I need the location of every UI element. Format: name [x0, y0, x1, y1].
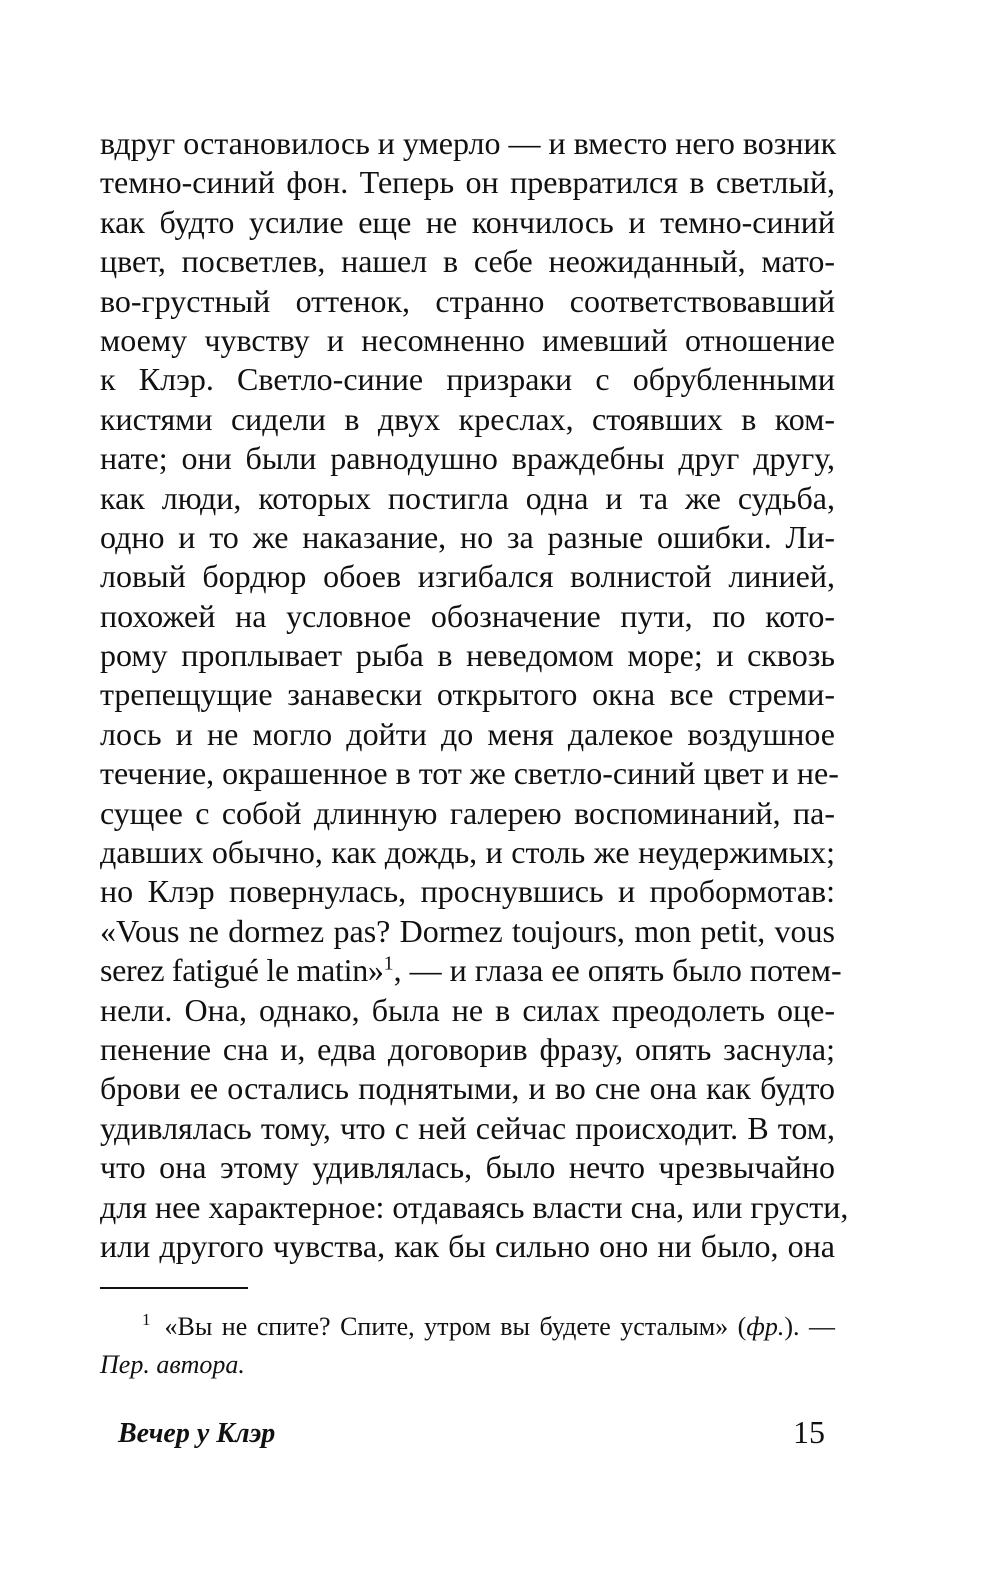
body-text	[100, 124, 849, 1266]
footnote-credit: Пер. автора.	[100, 1350, 245, 1379]
text-line: трепещущие занавески открытого окна все стреми-	[100, 676, 835, 713]
text-line: ловый бордюр обоев изгибался волнистой линией,	[100, 558, 835, 595]
text-line: для нее характерное: отдаваясь власти сна, или грусти,	[100, 1188, 849, 1225]
text-line: но Клэр повернулась, проснувшись и пробормотав:	[100, 873, 835, 910]
text-line: или другого чувства, как бы сильно оно ни было, она	[100, 1227, 835, 1264]
footnote-text: «Вы не спите? Спите, утром вы будете усталым» (	[164, 1312, 747, 1341]
text-line: темно-синий фон. Теперь он превратился в светлый,	[100, 164, 835, 201]
text-line: брови ее остались поднятыми, и во сне она как будто	[100, 1070, 835, 1107]
footnote-language: фр.	[746, 1312, 785, 1341]
text-line: удивлялась тому, что с ней сейчас происходит. В том,	[100, 1109, 835, 1146]
text-line: пенение сна и, едва договорив фразу, опять заснула;	[100, 1030, 835, 1067]
text-line: кистями сидели в двух креслах, стоявших в ком-	[100, 400, 835, 437]
text-line: «Vous ne dormez pas? Dormez toujours, mon petit, vous	[100, 912, 835, 949]
text-line: цвет, посветлев, нашел в себе неожиданный, мато-	[100, 243, 835, 280]
text-line: нели. Она, однако, была не в силах преодолеть оце-	[100, 991, 835, 1028]
footnote-separator	[100, 1287, 248, 1289]
text-line: давших обычно, как дождь, и столь же неудержимых;	[100, 834, 835, 871]
running-footer-title: Вечер у Клэр	[118, 1418, 276, 1449]
page-number: 15	[793, 1414, 825, 1450]
text-line: к Клэр. Светло-синие призраки с обрубленными	[100, 361, 835, 398]
text-line: рому проплывает рыба в неведомом море; и сквозь	[100, 637, 835, 674]
text-line: похожей на условное обозначение пути, по кото-	[100, 597, 835, 634]
text-line: что она этому удивлялась, было нечто чрезвычайно	[100, 1149, 835, 1186]
text-line: лось и не могло дойти до меня далекое воздушное	[100, 715, 835, 752]
text-line: как будто усилие еще не кончилось и темно-синий	[100, 203, 835, 240]
text-line: вдруг остановилось и умерло — и вместо него возник	[100, 125, 837, 161]
text-line: одно и то же наказание, но за разные ошибки. Ли-	[100, 518, 835, 555]
text-fragment: , — и глаза ее опять было потем-	[393, 952, 842, 989]
footnote	[100, 1308, 835, 1384]
french-quote-end: serez fatigué le matin»	[100, 952, 384, 989]
text-line: сущее с собой длинную галерею воспоминаний, па-	[100, 794, 835, 831]
footnote-reference[interactable]: 1	[383, 952, 394, 975]
footnote-line	[100, 1308, 835, 1346]
footnote-text-end: ). —	[784, 1312, 835, 1341]
text-line: как люди, которых постигла одна и та же судьба,	[100, 479, 835, 516]
footnote-mark: 1	[142, 1310, 151, 1330]
text-line-with-footnote-ref	[100, 951, 842, 990]
text-line: моему чувству и несомненно имевший отношение	[100, 321, 835, 358]
text-line: нате; они были равнодушно враждебны друг другу,	[100, 440, 835, 477]
text-line: течение, окрашенное в тот же светло-синий цвет и не-	[100, 755, 839, 792]
text-line: во-грустный оттенок, странно соответствовавший	[100, 282, 835, 319]
